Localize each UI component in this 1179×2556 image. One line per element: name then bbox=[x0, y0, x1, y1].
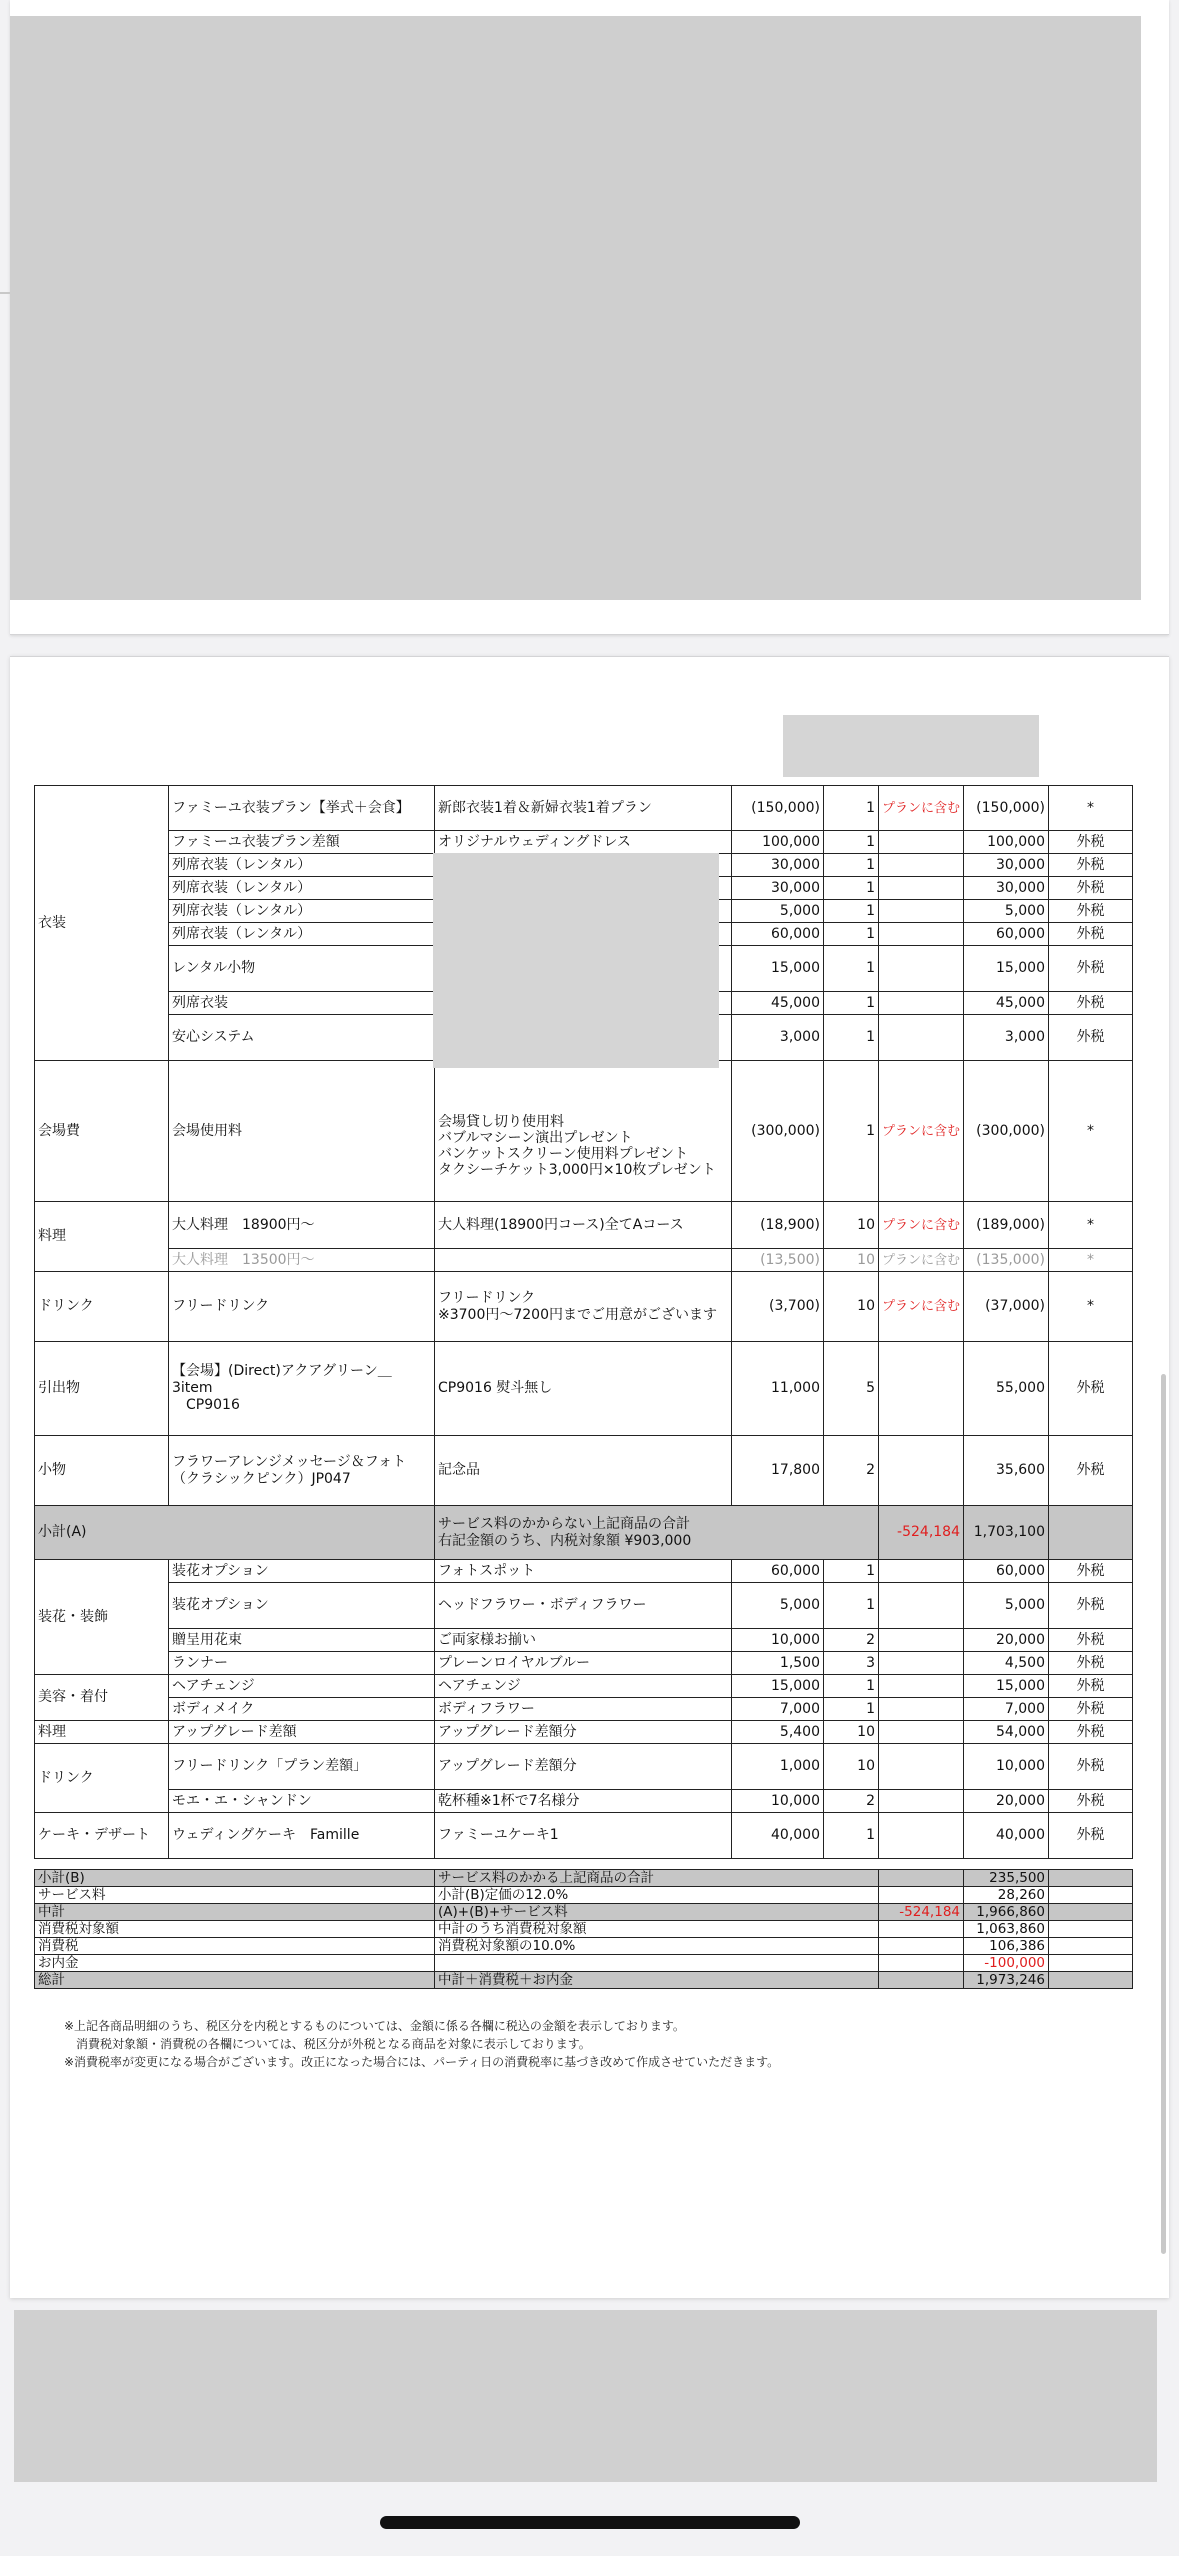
item-cell: 大人料理 18900円～ bbox=[169, 1202, 435, 1249]
summary-label: 小計(B) bbox=[35, 1870, 435, 1887]
unit-price-cell: 1,500 bbox=[732, 1652, 824, 1675]
quantity-cell: 1 bbox=[824, 1061, 879, 1202]
table-row bbox=[35, 1249, 1133, 1272]
category-cell: 衣装 bbox=[35, 786, 169, 1061]
tax-type-cell: * bbox=[1049, 786, 1133, 831]
quantity-cell: 1 bbox=[824, 900, 879, 923]
quantity-cell: 1 bbox=[824, 992, 879, 1015]
item-cell: 装花オプション bbox=[169, 1583, 435, 1629]
summary-discount bbox=[879, 1938, 964, 1955]
summary-discount: -524,184 bbox=[879, 1904, 964, 1921]
table-row bbox=[35, 1202, 1133, 1249]
description-cell: アップグレード差額分 bbox=[435, 1721, 732, 1744]
quantity-cell: 2 bbox=[824, 1629, 879, 1652]
table-row bbox=[35, 1436, 1133, 1506]
summary-empty bbox=[1049, 1955, 1133, 1972]
quantity-cell: 1 bbox=[824, 877, 879, 900]
unit-price-cell: (18,900) bbox=[732, 1202, 824, 1249]
tax-type-cell: 外税 bbox=[1049, 1583, 1133, 1629]
summary-description: サービス料のかかる上記商品の合計 bbox=[435, 1870, 879, 1887]
quantity-cell: 1 bbox=[824, 854, 879, 877]
summary-label: お内金 bbox=[35, 1955, 435, 1972]
summary-amount: 106,386 bbox=[964, 1938, 1049, 1955]
amount-cell: 54,000 bbox=[964, 1721, 1049, 1744]
unit-price-cell: (13,500) bbox=[732, 1249, 824, 1272]
category-cell: 小物 bbox=[35, 1436, 169, 1506]
summary-label: 消費税 bbox=[35, 1938, 435, 1955]
amount-cell: (150,000) bbox=[964, 786, 1049, 831]
amount-cell: 7,000 bbox=[964, 1698, 1049, 1721]
table-row bbox=[35, 1675, 1133, 1698]
category-cell: 会場費 bbox=[35, 1061, 169, 1202]
item-cell: ウェディングケーキ Famille bbox=[169, 1813, 435, 1859]
unit-price-cell: 17,800 bbox=[732, 1436, 824, 1506]
tax-type-cell: 外税 bbox=[1049, 1790, 1133, 1813]
quantity-cell: 1 bbox=[824, 786, 879, 831]
quantity-cell: 10 bbox=[824, 1249, 879, 1272]
description-cell: フリードリンク ※3700円～7200円までご用意がございます bbox=[435, 1272, 732, 1342]
table-row bbox=[35, 1721, 1133, 1744]
unit-price-cell: 5,000 bbox=[732, 900, 824, 923]
category-cell: 装花・装飾 bbox=[35, 1560, 169, 1675]
plan-included-cell bbox=[879, 1629, 964, 1652]
amount-cell: 15,000 bbox=[964, 1675, 1049, 1698]
item-cell: 列席衣装（レンタル） bbox=[169, 877, 435, 900]
category-cell: ドリンク bbox=[35, 1272, 169, 1342]
item-cell: ファミーユ衣装プラン【挙式＋会食】 bbox=[169, 786, 435, 831]
amount-cell: 3,000 bbox=[964, 1015, 1049, 1061]
summary-empty bbox=[1049, 1904, 1133, 1921]
item-cell: ヘアチェンジ bbox=[169, 1675, 435, 1698]
summary-empty bbox=[1049, 1921, 1133, 1938]
unit-price-cell: 15,000 bbox=[732, 1675, 824, 1698]
description-cell: ヘッドフラワー・ボディフラワー bbox=[435, 1583, 732, 1629]
item-cell: 会場使用料 bbox=[169, 1061, 435, 1202]
description-cell: ご両家様お揃い bbox=[435, 1629, 732, 1652]
tax-type-cell: 外税 bbox=[1049, 1342, 1133, 1436]
item-cell: ランナー bbox=[169, 1652, 435, 1675]
quantity-cell: 10 bbox=[824, 1202, 879, 1249]
unit-price-cell: 40,000 bbox=[732, 1813, 824, 1859]
tax-type-cell: * bbox=[1049, 1272, 1133, 1342]
description-cell: 乾杯種※1杯で7名様分 bbox=[435, 1790, 732, 1813]
tax-type-cell: 外税 bbox=[1049, 1813, 1133, 1859]
amount-cell: 4,500 bbox=[964, 1652, 1049, 1675]
plan-included-cell bbox=[879, 992, 964, 1015]
unit-price-cell: 45,000 bbox=[732, 992, 824, 1015]
plan-included-cell: プランに含む bbox=[879, 1249, 964, 1272]
item-cell: フラワーアレンジメッセージ＆フォト（クラシックピンク）JP047 bbox=[169, 1436, 435, 1506]
tax-type-cell: 外税 bbox=[1049, 1015, 1133, 1061]
summary-amount: 1,063,860 bbox=[964, 1921, 1049, 1938]
unit-price-cell: 100,000 bbox=[732, 831, 824, 854]
unit-price-cell: 60,000 bbox=[732, 1560, 824, 1583]
summary-empty bbox=[1049, 1887, 1133, 1904]
quantity-cell: 1 bbox=[824, 1015, 879, 1061]
description-cell: ヘアチェンジ bbox=[435, 1675, 732, 1698]
plan-included-cell bbox=[879, 854, 964, 877]
summary-row bbox=[35, 1904, 1133, 1921]
plan-included-cell: プランに含む bbox=[879, 1202, 964, 1249]
tax-type-cell: * bbox=[1049, 1061, 1133, 1202]
plan-included-cell bbox=[879, 1744, 964, 1790]
tax-type-cell: 外税 bbox=[1049, 1744, 1133, 1790]
plan-included-cell bbox=[879, 1560, 964, 1583]
category-cell: 料理 bbox=[35, 1721, 169, 1744]
amount-cell: 55,000 bbox=[964, 1342, 1049, 1436]
table-row bbox=[35, 1813, 1133, 1859]
description-cell: 大人料理(18900円コース)全てAコース bbox=[435, 1202, 732, 1249]
subtotal-description: サービス料のかからない上記商品の合計 右記金額のうち、内税対象額 ¥903,000 bbox=[435, 1506, 879, 1560]
table-row bbox=[35, 1698, 1133, 1721]
unit-price-cell: 3,000 bbox=[732, 1015, 824, 1061]
home-indicator[interactable] bbox=[380, 2516, 800, 2529]
item-cell: 大人料理 13500円～ bbox=[169, 1249, 435, 1272]
tax-type-cell: * bbox=[1049, 1202, 1133, 1249]
description-cell: ファミーユケーキ1 bbox=[435, 1813, 732, 1859]
page-edge-marker bbox=[0, 292, 10, 294]
amount-cell: 10,000 bbox=[964, 1744, 1049, 1790]
item-cell: フリードリンク「プラン差額」 bbox=[169, 1744, 435, 1790]
category-cell: 美容・着付 bbox=[35, 1675, 169, 1721]
plan-included-cell bbox=[879, 1583, 964, 1629]
quantity-cell: 10 bbox=[824, 1721, 879, 1744]
table-row bbox=[35, 1583, 1133, 1629]
unit-price-cell: 10,000 bbox=[732, 1629, 824, 1652]
summary-discount bbox=[879, 1921, 964, 1938]
amount-cell: 5,000 bbox=[964, 900, 1049, 923]
tax-type-cell: 外税 bbox=[1049, 946, 1133, 992]
scrollbar[interactable] bbox=[1161, 1374, 1166, 2254]
table-row bbox=[35, 786, 1133, 831]
summary-description: 中計のうち消費税対象額 bbox=[435, 1921, 879, 1938]
item-cell: 列席衣装（レンタル） bbox=[169, 854, 435, 877]
summary-row bbox=[35, 1938, 1133, 1955]
amount-cell: 60,000 bbox=[964, 1560, 1049, 1583]
category-cell: 料理 bbox=[35, 1202, 169, 1272]
unit-price-cell: 1,000 bbox=[732, 1744, 824, 1790]
plan-included-cell bbox=[879, 900, 964, 923]
redacted-header-box bbox=[783, 715, 1039, 777]
quantity-cell: 1 bbox=[824, 1560, 879, 1583]
quantity-cell: 2 bbox=[824, 1790, 879, 1813]
item-cell: 安心システム bbox=[169, 1015, 435, 1061]
summary-row bbox=[35, 1870, 1133, 1887]
summary-description: 小計(B)定価の12.0% bbox=[435, 1887, 879, 1904]
quantity-cell: 1 bbox=[824, 1698, 879, 1721]
table-row bbox=[35, 1652, 1133, 1675]
summary-label: 総計 bbox=[35, 1972, 435, 1989]
footnote: 消費税対象額・消費税の各欄については、税区分が外税となる商品を対象に表示しております。 bbox=[64, 2037, 591, 2051]
summary-row bbox=[35, 1955, 1133, 1972]
item-cell: 装花オプション bbox=[169, 1560, 435, 1583]
description-cell: アップグレード差額分 bbox=[435, 1744, 732, 1790]
subtotal-tax-cell bbox=[1049, 1506, 1133, 1560]
table-row bbox=[35, 1061, 1133, 1202]
subtotal-discount: -524,184 bbox=[879, 1506, 964, 1560]
summary-label: サービス料 bbox=[35, 1887, 435, 1904]
quantity-cell: 1 bbox=[824, 923, 879, 946]
summary-empty bbox=[1049, 1870, 1133, 1887]
table-row bbox=[35, 1560, 1133, 1583]
description-cell: ボディフラワー bbox=[435, 1698, 732, 1721]
category-cell: 引出物 bbox=[35, 1342, 169, 1436]
unit-price-cell: 11,000 bbox=[732, 1342, 824, 1436]
unit-price-cell: 60,000 bbox=[732, 923, 824, 946]
summary-description: (A)+(B)+サービス料 bbox=[435, 1904, 879, 1921]
summary-amount: 235,500 bbox=[964, 1870, 1049, 1887]
amount-cell: 30,000 bbox=[964, 854, 1049, 877]
amount-cell: 20,000 bbox=[964, 1629, 1049, 1652]
category-cell: ドリンク bbox=[35, 1744, 169, 1813]
amount-cell: 5,000 bbox=[964, 1583, 1049, 1629]
tax-type-cell: 外税 bbox=[1049, 1675, 1133, 1698]
summary-discount bbox=[879, 1887, 964, 1904]
quantity-cell: 10 bbox=[824, 1744, 879, 1790]
amount-cell: (37,000) bbox=[964, 1272, 1049, 1342]
quantity-cell: 1 bbox=[824, 1813, 879, 1859]
item-cell: 贈呈用花束 bbox=[169, 1629, 435, 1652]
plan-included-cell bbox=[879, 1790, 964, 1813]
tax-type-cell: 外税 bbox=[1049, 877, 1133, 900]
description-cell: 記念品 bbox=[435, 1436, 732, 1506]
amount-cell: 100,000 bbox=[964, 831, 1049, 854]
plan-included-cell bbox=[879, 1652, 964, 1675]
summary-description: 中計＋消費税＋お内金 bbox=[435, 1972, 879, 1989]
item-cell: モエ・エ・シャンドン bbox=[169, 1790, 435, 1813]
plan-included-cell bbox=[879, 877, 964, 900]
item-cell: 列席衣装（レンタル） bbox=[169, 923, 435, 946]
summary-empty bbox=[1049, 1972, 1133, 1989]
unit-price-cell: 10,000 bbox=[732, 1790, 824, 1813]
item-cell: ファミーユ衣装プラン差額 bbox=[169, 831, 435, 854]
unit-price-cell: (3,700) bbox=[732, 1272, 824, 1342]
item-cell: フリードリンク bbox=[169, 1272, 435, 1342]
tax-type-cell: 外税 bbox=[1049, 923, 1133, 946]
unit-price-cell: 30,000 bbox=[732, 877, 824, 900]
amount-cell: 60,000 bbox=[964, 923, 1049, 946]
next-page-redacted bbox=[14, 2310, 1157, 2482]
quantity-cell: 1 bbox=[824, 946, 879, 992]
summary-amount: -100,000 bbox=[964, 1955, 1049, 1972]
redacted-area bbox=[10, 16, 1141, 600]
description-cell: CP9016 熨斗無し bbox=[435, 1342, 732, 1436]
summary-amount: 28,260 bbox=[964, 1887, 1049, 1904]
description-cell: プレーンロイヤルブルー bbox=[435, 1652, 732, 1675]
quantity-cell: 1 bbox=[824, 1675, 879, 1698]
item-cell: ボディメイク bbox=[169, 1698, 435, 1721]
description-cell: 会場貸し切り使用料 バブルマシーン演出プレゼント バンケットスクリーン使用料プレゼント タクシーチケット3,000円×10枚プレゼント bbox=[435, 1061, 732, 1202]
amount-cell: (189,000) bbox=[964, 1202, 1049, 1249]
tax-type-cell: 外税 bbox=[1049, 1436, 1133, 1506]
tax-type-cell: 外税 bbox=[1049, 900, 1133, 923]
subtotal-amount: 1,703,100 bbox=[964, 1506, 1049, 1560]
plan-included-cell: プランに含む bbox=[879, 1061, 964, 1202]
summary-description: 消費税対象額の10.0% bbox=[435, 1938, 879, 1955]
footnote: ※消費税率が変更になる場合がございます。改正になった場合には、パーティ日の消費税率に基づき改めて作成させていただきます。 bbox=[64, 2055, 780, 2069]
plan-included-cell: プランに含む bbox=[879, 1272, 964, 1342]
amount-cell: 20,000 bbox=[964, 1790, 1049, 1813]
unit-price-cell: 5,400 bbox=[732, 1721, 824, 1744]
amount-cell: 40,000 bbox=[964, 1813, 1049, 1859]
quantity-cell: 3 bbox=[824, 1652, 879, 1675]
tax-type-cell: 外税 bbox=[1049, 1698, 1133, 1721]
tax-type-cell: 外税 bbox=[1049, 1560, 1133, 1583]
footnotes bbox=[64, 2017, 779, 2071]
table-row bbox=[35, 1744, 1133, 1790]
table-row bbox=[35, 831, 1133, 854]
unit-price-cell: 5,000 bbox=[732, 1583, 824, 1629]
amount-cell: 15,000 bbox=[964, 946, 1049, 992]
previous-page bbox=[10, 0, 1169, 635]
category-cell: ケーキ・デザート bbox=[35, 1813, 169, 1859]
plan-included-cell bbox=[879, 1436, 964, 1506]
item-cell: 列席衣装（レンタル） bbox=[169, 900, 435, 923]
summary-discount bbox=[879, 1955, 964, 1972]
description-cell bbox=[435, 1249, 732, 1272]
plan-included-cell bbox=[879, 1698, 964, 1721]
item-cell: 列席衣装 bbox=[169, 992, 435, 1015]
amount-cell: (300,000) bbox=[964, 1061, 1049, 1202]
summary-discount bbox=[879, 1972, 964, 1989]
plan-included-cell bbox=[879, 1721, 964, 1744]
summary-discount bbox=[879, 1870, 964, 1887]
quantity-cell: 5 bbox=[824, 1342, 879, 1436]
amount-cell: 35,600 bbox=[964, 1436, 1049, 1506]
unit-price-cell: 7,000 bbox=[732, 1698, 824, 1721]
plan-included-cell bbox=[879, 831, 964, 854]
quantity-cell: 2 bbox=[824, 1436, 879, 1506]
plan-included-cell: プランに含む bbox=[879, 786, 964, 831]
table-row bbox=[35, 1342, 1133, 1436]
quantity-cell: 10 bbox=[824, 1272, 879, 1342]
plan-included-cell bbox=[879, 1342, 964, 1436]
description-cell: フォトスポット bbox=[435, 1560, 732, 1583]
quantity-cell: 1 bbox=[824, 831, 879, 854]
summary-label: 消費税対象額 bbox=[35, 1921, 435, 1938]
tax-type-cell: 外税 bbox=[1049, 1629, 1133, 1652]
amount-cell: 45,000 bbox=[964, 992, 1049, 1015]
tax-type-cell: 外税 bbox=[1049, 1652, 1133, 1675]
unit-price-cell: (300,000) bbox=[732, 1061, 824, 1202]
unit-price-cell: 30,000 bbox=[732, 854, 824, 877]
description-cell: オリジナルウェディングドレス bbox=[435, 831, 732, 854]
amount-cell: 30,000 bbox=[964, 877, 1049, 900]
unit-price-cell: 15,000 bbox=[732, 946, 824, 992]
redacted-description-area bbox=[433, 853, 719, 1068]
summary-row bbox=[35, 1887, 1133, 1904]
tax-type-cell: 外税 bbox=[1049, 854, 1133, 877]
plan-included-cell bbox=[879, 1675, 964, 1698]
item-cell: レンタル小物 bbox=[169, 946, 435, 992]
tax-type-cell: 外税 bbox=[1049, 992, 1133, 1015]
table-row bbox=[35, 1272, 1133, 1342]
tax-type-cell: 外税 bbox=[1049, 831, 1133, 854]
table-row bbox=[35, 1629, 1133, 1652]
amount-cell: (135,000) bbox=[964, 1249, 1049, 1272]
item-cell: アップグレード差額 bbox=[169, 1721, 435, 1744]
footnote: ※上記各商品明細のうち、税区分を内税とするものについては、金額に係る各欄に税込の金額を表示しております。 bbox=[64, 2019, 685, 2033]
plan-included-cell bbox=[879, 1813, 964, 1859]
unit-price-cell: (150,000) bbox=[732, 786, 824, 831]
estimate-page bbox=[10, 656, 1169, 2298]
summary-label: 中計 bbox=[35, 1904, 435, 1921]
plan-included-cell bbox=[879, 923, 964, 946]
summary-amount: 1,966,860 bbox=[964, 1904, 1049, 1921]
table-row bbox=[35, 1790, 1133, 1813]
subtotal-a-row bbox=[35, 1506, 1133, 1560]
item-cell: 【会場】(Direct)アクアグリーン＿3item CP9016 bbox=[169, 1342, 435, 1436]
plan-included-cell bbox=[879, 1015, 964, 1061]
summary-empty bbox=[1049, 1938, 1133, 1955]
summary-amount: 1,973,246 bbox=[964, 1972, 1049, 1989]
tax-type-cell: 外税 bbox=[1049, 1721, 1133, 1744]
summary-table bbox=[34, 1869, 1133, 1989]
description-cell: 新郎衣装1着＆新婦衣装1着プラン bbox=[435, 786, 732, 831]
plan-included-cell bbox=[879, 946, 964, 992]
summary-description bbox=[435, 1955, 879, 1972]
subtotal-label: 小計(A) bbox=[35, 1506, 435, 1560]
summary-row bbox=[35, 1972, 1133, 1989]
tax-type-cell: * bbox=[1049, 1249, 1133, 1272]
quantity-cell: 1 bbox=[824, 1583, 879, 1629]
summary-row bbox=[35, 1921, 1133, 1938]
